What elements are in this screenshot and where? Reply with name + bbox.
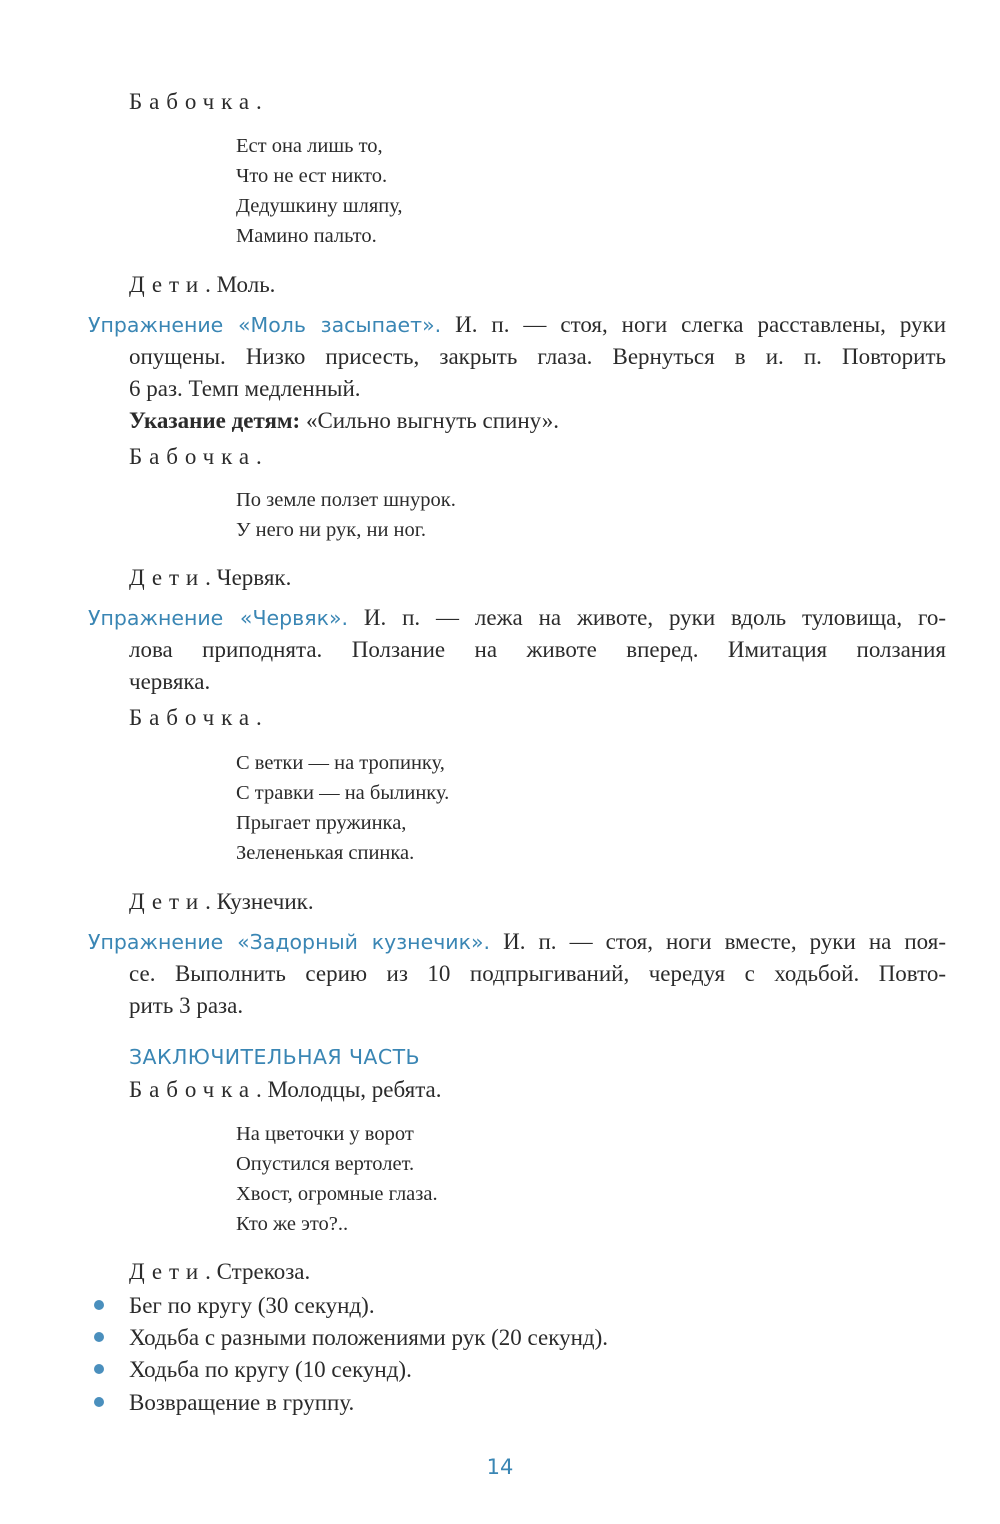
verse-line: Дедушкину шляпу, (236, 195, 403, 217)
exercise-line: Упражнение «Червяк». И. п. — лежа на животе, руки вдоль туловища, го- (88, 605, 946, 630)
exercise-line: лова приподнята. Ползание на животе вперед. Имитация ползания (129, 637, 946, 662)
exercise-line: червяка. (129, 669, 211, 694)
exercise-line: рить 3 раза. (129, 993, 244, 1018)
verse-line: С травки — на былинку. (236, 782, 450, 804)
verse-line: На цветочки у ворот (236, 1123, 414, 1145)
verse-line: Прыгает пружинка, (236, 812, 407, 834)
exercise-line: Упражнение «Задорный кузнечик». И. п. — стоя, ноги вместе, руки на поя- (88, 929, 946, 954)
exercise-title: Упражнение «Червяк». (88, 606, 349, 630)
verse-line: Мамино пальто. (236, 225, 377, 247)
speaker-name: Бабочка (129, 444, 256, 469)
exercise-line: опущены. Низко присесть, закрыть глаза. Вернуться в и. п. Повторить (129, 344, 946, 369)
speaker-name: Дети (129, 1259, 206, 1284)
bullet-item: Бег по кругу (30 секунд). (129, 1293, 375, 1318)
riddle-verse (236, 131, 403, 251)
speaker-name: Бабочка (129, 89, 256, 114)
verse-line: По земле ползет шнурок. (236, 489, 456, 511)
verse-line: Ест она лишь то, (236, 135, 383, 157)
verse-line: Кто же это?.. (236, 1213, 349, 1235)
speaker-name: Дети (129, 889, 206, 914)
page-number: 14 (486, 1455, 514, 1479)
verse-line: Опустился вертолет. (236, 1153, 415, 1175)
speaker-name: Дети (129, 565, 206, 590)
speaker-name: Бабочка (129, 1077, 256, 1102)
answer-line: Дети. Кузнечик. (129, 889, 314, 914)
exercise-title: Упражнение «Моль засыпает». (88, 313, 442, 337)
bullet-item: Ходьба по кругу (10 секунд). (129, 1357, 412, 1382)
speaker-name: Бабочка (129, 705, 256, 730)
riddle-verse (236, 1119, 438, 1239)
speaker-line: Бабочка. (129, 705, 262, 730)
exercise-title: Упражнение «Задорный кузнечик». (88, 930, 491, 954)
instruction-line: Указание детям: «Сильно выгнуть спину». (129, 408, 559, 433)
exercise-line: се. Выполнить серию из 10 подпрыгиваний, чередуя с ходьбой. Повто- (129, 961, 946, 986)
speaker-line: Бабочка. Молодцы, ребята. (129, 1077, 442, 1102)
speaker-line: Бабочка. (129, 444, 262, 469)
speaker-name: Дети (129, 272, 206, 297)
bullet-dot-icon (94, 1397, 104, 1407)
exercise-line: Упражнение «Моль засыпает». И. п. — стоя, ноги слегка расставлены, руки (88, 312, 947, 337)
instruction-label: Указание детям: (129, 408, 301, 433)
section-heading: ЗАКЛЮЧИТЕЛЬНАЯ ЧАСТЬ (129, 1045, 420, 1069)
answer-line: Дети. Червяк. (129, 565, 292, 590)
speaker-line: Бабочка. (129, 89, 262, 114)
bullet-dot-icon (94, 1332, 104, 1342)
riddle-verse (236, 748, 449, 868)
verse-line: Хвост, огромные глаза. (236, 1183, 438, 1205)
bullet-item: Ходьба с разными положениями рук (20 секунд). (129, 1325, 608, 1350)
exercise-line: 6 раз. Темп медленный. (129, 376, 361, 401)
verse-line: У него ни рук, ни ног. (236, 519, 426, 541)
bullet-item: Возвращение в группу. (129, 1390, 355, 1415)
verse-line: Зелененькая спинка. (236, 842, 415, 864)
answer-line: Дети. Моль. (129, 272, 276, 297)
riddle-verse (236, 485, 456, 545)
verse-line: Что не ест никто. (236, 165, 388, 187)
verse-line: С ветки — на тропинку, (236, 752, 445, 774)
bullet-dot-icon (94, 1364, 104, 1374)
answer-line: Дети. Стрекоза. (129, 1259, 311, 1284)
bullet-dot-icon (94, 1300, 104, 1310)
